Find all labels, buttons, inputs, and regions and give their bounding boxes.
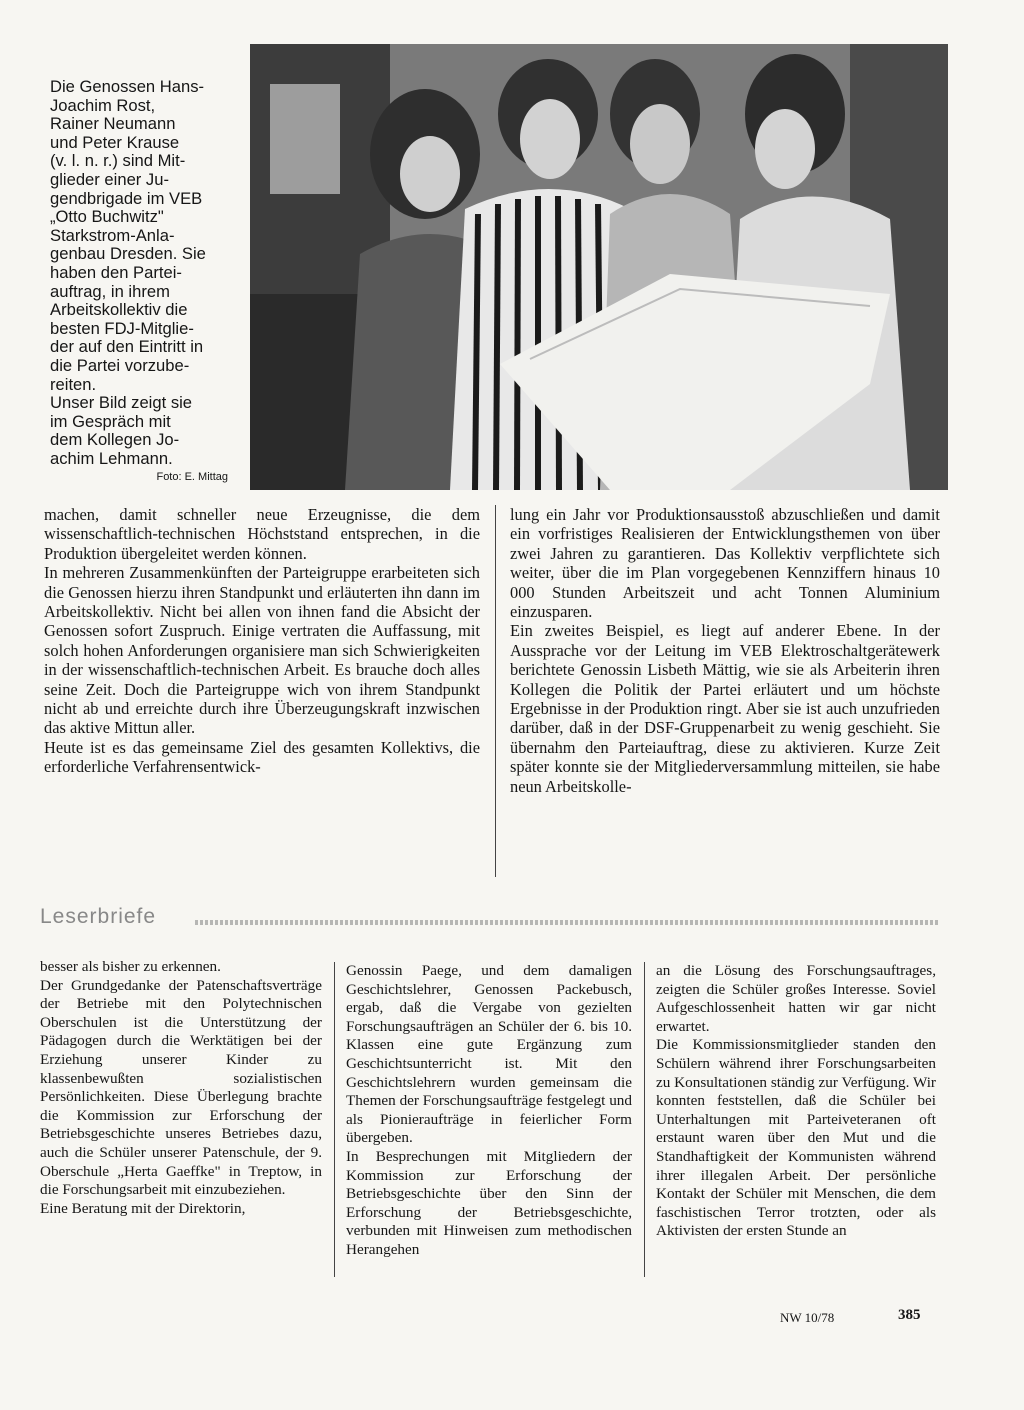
paragraph: In mehreren Zusammenkünften der Parteigruppe erarbeiteten sich die Genossen hierzu ihren Standpunkt und erläuterten ihn dann im Arbeitskollektiv. Nicht bei allen von ihnen fand die Absicht der Genossen sofort Zuspruch. Einige vertraten die Auffassung, mit solch hohen Anforderungen organisiere man sich Schwierigkeiten in der wissenschaftlich-technischen Arbeit. Es brauche doch alles seine Zeit. Doch die Parteigruppe wich von ihrem Standpunkt nicht ab und erreichte durch ihre Überzeugungskraft inzwischen das aktive Mittun aller. — [44, 563, 480, 738]
caption-line: Joachim Rost, — [50, 95, 156, 115]
caption-line: gendbrigade im VEB — [50, 188, 203, 208]
column-divider — [644, 962, 645, 1277]
paragraph: besser als bisher zu erkennen. — [40, 958, 221, 975]
caption-line: genbau Dresden. Sie — [50, 244, 206, 264]
caption-line: (v. l. n. r.) sind Mit- — [50, 151, 186, 171]
paragraph: an die Lösung des Forschungsauftrages, zeigten die Schüler großes Interesse. Soviel Aufgeschlossenheit hatten wir gar nicht erwartet. — [656, 962, 936, 1035]
letters-column-1 — [40, 958, 322, 1218]
caption-line: Starkstrom-Anla- — [50, 225, 175, 245]
article-column-2 — [510, 505, 940, 796]
photo-caption — [50, 78, 228, 484]
letters-column-2 — [346, 962, 632, 1260]
caption-line: auftrag, in ihrem — [50, 281, 170, 301]
caption-line: Unser Bild zeigt sie — [50, 393, 193, 413]
photo-illustration — [250, 44, 948, 490]
paragraph: Der Grundgedanke der Patenschaftsverträge der Betriebe mit den Polytechnischen Oberschulen ist die Unterstützung der Pädagogen durch die Werktätigen bei der Erziehung unserer Kinder zu klassenbewußten sozialistischen Persönlichkeiten. Diese Überlegung brachte die Kommission zur Erforschung der Betriebsgeschichte unseres Betriebes dazu, auch die Schüler unserer Patenschule, der 9. Oberschule „Herta Gaeffke" in Treptow, in die Forschungsarbeit mit einzubeziehen. — [40, 976, 322, 1199]
caption-line: Die Genossen Hans- — [50, 77, 205, 96]
paragraph: Ein zweites Beispiel, es liegt auf anderer Ebene. In der Aussprache vor der Leitung im VEB Elektroschaltgerätewerk berichtete Genossin Lisbeth Mättig, wie sie als Arbeiterin ihren Kollegen die Politik der Partei erläutert und um höchste Ergebnisse in der Produktion ringt. Aber sie ist auch unzufrieden darüber, daß in der DSF-Gruppenarbeit zu wenig geschieht. Sie übernahm den Parteiauftrag, diese zu aktivieren. Kurze Zeit später konnte sie der Mitgliederversammlung mitteilen, sie habe neun Arbeitskolle- — [510, 621, 940, 796]
caption-line: glieder einer Ju- — [50, 169, 169, 189]
issue-label: NW 10/78 — [780, 1310, 835, 1325]
paragraph: Die Kommissionsmitglieder standen den Schülern während ihrer Forschungsarbeiten zu Konsultationen ständig zur Verfügung. Wir konnten feststellen, daß die Schüler bei Unterhaltungen mit Parteiveteranen oft erstaunt waren über den Mut und die Standhaftigkeit der Kommunisten während ihrer illegalen Arbeit. Der persönliche Kontakt der Schüler mit Menschen, die dem faschistischen Terror trotzten, oder als Aktivisten der ersten Stunde an — [656, 1036, 936, 1240]
paragraph: Eine Beratung mit der Direktorin, — [40, 1199, 246, 1217]
caption-line: und Peter Krause — [50, 132, 180, 152]
column-divider — [495, 505, 496, 877]
section-title: Leserbriefe — [40, 905, 157, 928]
caption-line: achim Lehmann. — [50, 448, 173, 468]
paragraph: Heute ist es das gemeinsame Ziel des gesamten Kollektivs, die erforderliche Verfahrensentwick- — [44, 737, 480, 777]
caption-line: Arbeitskollektiv die — [50, 300, 188, 320]
page-number: 385 — [898, 1307, 921, 1323]
section-rule — [195, 920, 940, 925]
caption-line: die Partei vorzube- — [50, 355, 190, 375]
paragraph: In Besprechungen mit Mitgliedern der Kommission zur Erforschung der Betriebsgeschichte über den Sinn der Erforschung der Betriebsgeschichte, verbunden mit Hinweisen zum methodischen Herangehen — [346, 1147, 632, 1258]
letters-column-3 — [656, 962, 936, 1241]
group-photo — [250, 44, 948, 490]
article-column-1 — [44, 505, 480, 777]
caption-line: der auf den Eintritt in — [50, 337, 204, 357]
caption-line: dem Kollegen Jo- — [50, 430, 180, 450]
paragraph: lung ein Jahr vor Produktionsausstoß abzuschließen und damit ein vorfristiges Realisieren der Entwicklungsthemen von über zwei Jahren zu garantieren. Das Kollektiv verpflichtete sich weiter, über die im Plan vorgegebenen Kennziffern hinaus 10 000 Stunden Arbeitszeit und acht Tonnen Aluminium einzusparen. — [510, 505, 940, 622]
column-divider — [334, 962, 335, 1277]
photo-credit: Foto: E. Mittag — [156, 471, 228, 484]
caption-line: reiten. — [50, 374, 97, 394]
caption-line: im Gespräch mit — [50, 411, 171, 431]
paragraph: machen, damit schneller neue Erzeugnisse, die dem wissenschaftlich-technischen Höchststand entsprechen, in die Produktion übergeleitet werden können. — [44, 505, 480, 563]
caption-line: Rainer Neumann — [50, 114, 176, 134]
paragraph: Genossin Paege, und dem damaligen Geschichtslehrer, Genossen Packebusch, ergab, daß die Vergabe von gezielten Forschungsaufträgen an Schüler der 6. bis 10. Klassen eine gute Ergänzung zum Geschichtsunterricht ist. Mit den Geschichtslehrern wurden gemeinsam die Themen der Forschungsaufträge festgelegt und als Pionieraufträge in feierlicher Form übergeben. — [346, 962, 632, 1147]
caption-line: besten FDJ-Mitglie- — [50, 318, 194, 338]
caption-line: haben den Partei- — [50, 262, 182, 282]
caption-line: „Otto Buchwitz" — [50, 207, 164, 227]
